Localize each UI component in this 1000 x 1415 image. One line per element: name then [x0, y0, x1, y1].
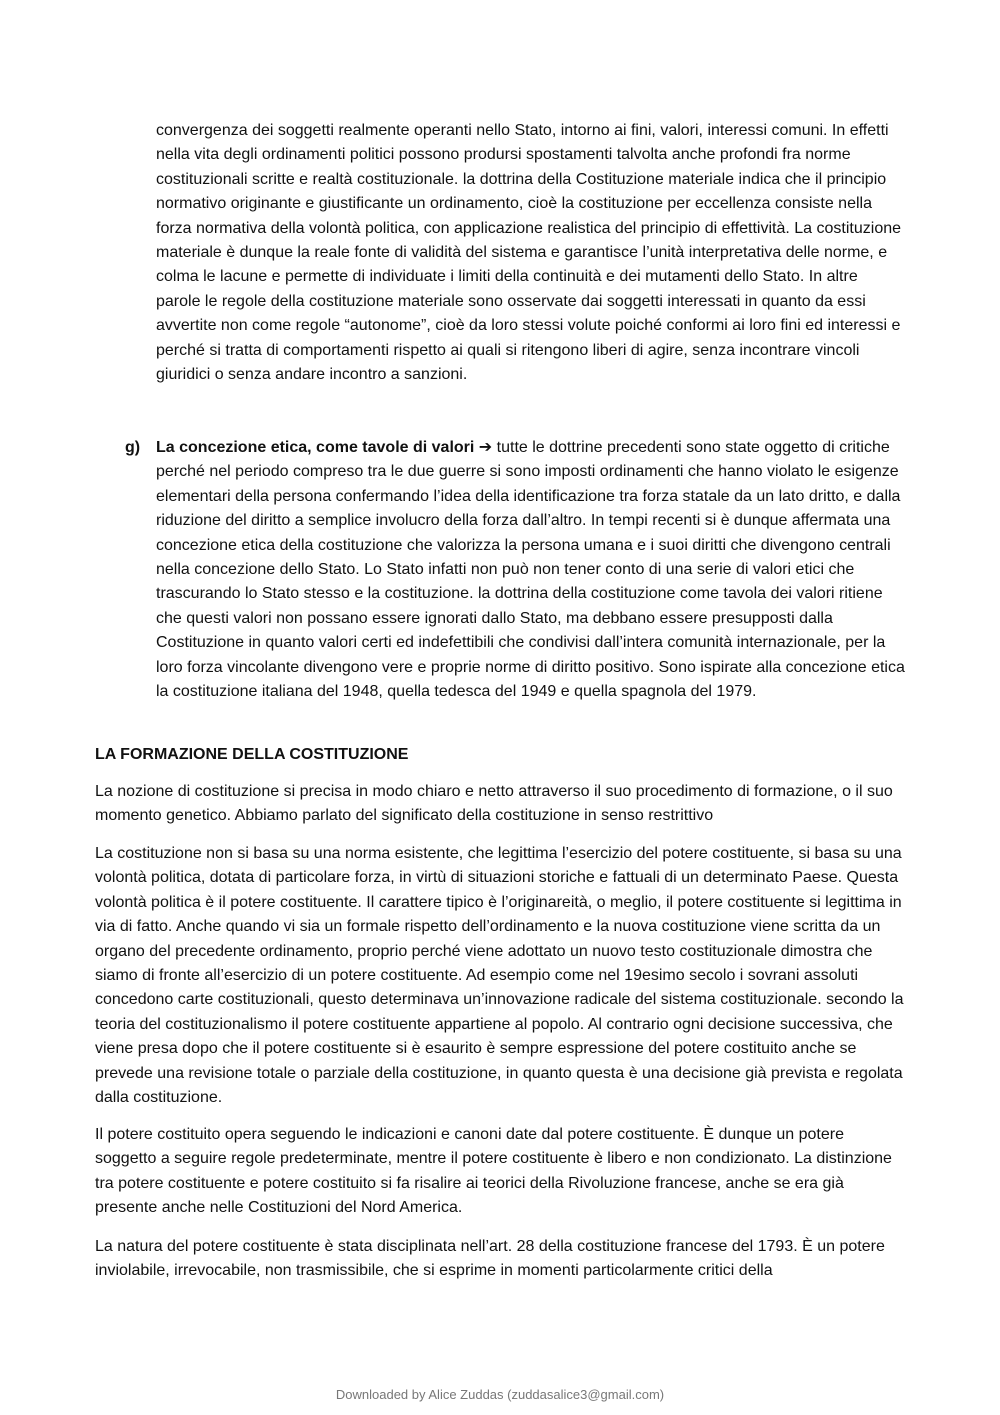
continuation-paragraph: convergenza dei soggetti realmente operanti nello Stato, intorno ai fini, valori, interessi comuni. In effetti nella vita degli ordinamenti politici possono prodursi spostamenti talvolta anche profondi fra norme costituzionali scritte e realtà costituzionale. la dottrina della Costituzione materiale indica che il principio normativo originante e giustificante un ordinamento, cioè la costituzione per eccellenza consiste nella forza normativa della volontà politica, con applicazione realistica del principio di effettività. La costituzione materiale è dunque la reale fonte di validità del sistema e garantisce l’unità interpretativa delle norme, e colma le lacune e permette di individuate i limiti della continuità e dei mutamenti dello Stato. In altre parole le regole della costituzione materiale sono osservate dai soggetti interessati in quanto da essi avvertite non come regole “autonome”, cioè da loro stessi volute poiché conformi ai loro fini ed interessi e perché si tratta di comportamenti rispetto ai quali si ritengono liberi di agire, senza incontrare vincoli giuridici o senza andare incontro a sanzioni.: [156, 122, 902, 384]
paragraph-4: La natura del potere costituente è stata disciplinata nell’art. 28 della costituzione francese del 1793. È un potere inviolabile, irrevocabile, non trasmissibile, che si esprime in momenti particolarmente critici della: [95, 1238, 885, 1280]
download-footer: Downloaded by Alice Zuddas (zuddasalice3@gmail.com): [335, 1387, 665, 1402]
paragraph-2: La costituzione non si basa su una norma esistente, che legittima l’esercizio del potere costituente, si basa su una volontà politica, dotata di particolare forza, in virtù di situazioni storiche e fattuali di un determinato Paese. Questa volontà politica è il potere costituente. Il carattere tipico è l’originareità, o meglio, il potere costituente si legittima in via di fatto. Anche quando vi sia un formale rispetto dell’ordinamento e la nuova costituzione viene scritta da un organo del precedente ordinamento, proprio perché viene adottato un nuovo testo costituzionale dimostra che siamo di fronte all’esercizio di un potere costituente. Ad esempio come nel 19esimo secolo i sovrani assoluti concedono carte costituzionali, questo determinava un’innovazione radicale del sistema costituzionale. secondo la teoria del costituzionalismo il potere costituente appartiene al popolo. Al contrario ogni decisione successiva, che viene presa dopo che il potere costituente si è esaurito è sempre espressione del potere costituito anche se prevede una revisione totale o parziale della costituzione, in quanto questa è una decisione già prevista e regolata dalla costituzione.: [95, 845, 904, 1107]
list-item-title: La concezione etica, come tavole di valori: [156, 439, 475, 456]
arrow-right-icon: ➔: [478, 439, 493, 456]
list-marker: g): [125, 439, 141, 456]
list-item-body: [156, 436, 906, 704]
paragraph-1: La nozione di costituzione si precisa in modo chiaro e netto attraverso il suo procedimento di formazione, o il suo momento genetico. Abbiamo parlato del significato della costituzione in senso restrittivo: [95, 783, 893, 825]
section-heading: LA FORMAZIONE DELLA COSTITUZIONE: [95, 746, 409, 763]
list-item-text: tutte le dottrine precedenti sono state oggetto di critiche perché nel periodo compreso tra le due guerre si sono imposti ordinamenti che hanno violato le esigenze elementari della persona confermando l’idea della identificazione tra forza statale da un lato dritto, e dalla riduzione del diritto a semplice involucro della forza dall’altro. In tempi recenti si è dunque affermata una concezione etica della costituzione che valorizza la persona umana e i suoi diritti che divengono centrali nella concezione dello Stato. Lo Stato infatti non può non tener conto di una serie di valori etici che trascurando lo Stato stesso e la costituzione. la dottrina della costituzione come tavola dei valori ritiene che questi valori non possano essere ignorati dallo Stato, ma debbano essere presupposti dalla Costituzione in quanto valori certi ed indefettibili che condivisi dall’intera comunità internazionale, per la loro forza vincolante divengono vere e proprie norme di diritto positivo. Sono ispirate alla concezione etica la costituzione italiana del 1948, quella tedesca del 1949 e quella spagnola del 1979.: [156, 439, 905, 701]
paragraph-3: Il potere costituito opera seguendo le indicazioni e canoni date dal potere costituente. È dunque un potere soggetto a seguire regole predeterminate, mentre il potere costituente è libero e non condizionato. La distinzione tra potere costituente e potere costituito si fa risalire ai teorici della Rivoluzione francese, anche se era già presente anche nelle Costituzioni del Nord America.: [95, 1126, 892, 1217]
